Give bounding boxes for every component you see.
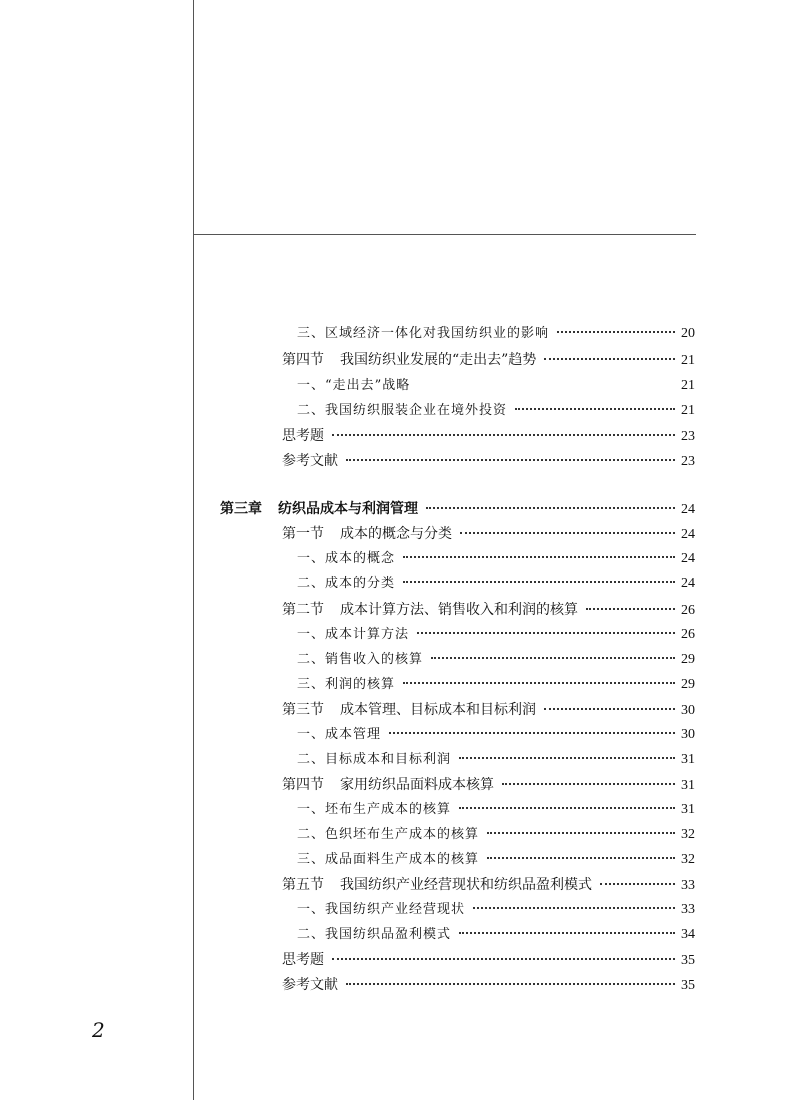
dot-leader [332,434,675,436]
toc-entry-label: 三、区域经济一体化对我国纺织业的影响 [297,326,550,341]
toc-entry-label: 二、销售收入的核算 [297,652,424,667]
toc-entry-page: 34 [681,927,695,942]
toc-entry-page: 24 [681,527,695,542]
toc-entry [282,774,695,796]
dot-leader [515,408,675,410]
toc-entry-page: 35 [681,953,695,968]
toc-entry-label: 思考题 [282,952,324,968]
toc-entry [297,649,695,671]
toc-entry-label: 二、成本的分类 [297,576,396,591]
toc-entry-label: 我国纺织产业经营现状和纺织品盈利模式 [340,877,592,893]
toc-entry-prefix: 第三章 [220,501,262,517]
toc-entry-page: 31 [681,752,695,767]
toc-entry [282,699,695,721]
toc-entry-page: 30 [681,727,695,742]
dot-leader [389,732,675,734]
toc-entry-page: 21 [681,403,695,418]
dot-leader [346,983,675,985]
toc-entry [297,924,695,946]
toc-entry-page: 21 [681,378,695,393]
dot-leader [586,608,675,610]
toc-entry-page: 24 [681,576,695,591]
leader-space [418,383,675,385]
toc-entry-page: 31 [681,802,695,817]
toc-entry-label: 思考题 [282,428,324,444]
toc-entry-label: 一、成本管理 [297,727,382,742]
toc-entry [297,799,695,821]
toc-entry-label: 一、成本计算方法 [297,627,410,642]
dot-leader [403,556,675,558]
dot-leader [487,857,675,859]
toc-entry [282,425,695,447]
dot-leader [426,507,675,509]
toc-entry [297,323,695,345]
dot-leader [600,883,675,885]
toc-entry-label: 成本计算方法、销售收入和利润的核算 [340,602,578,618]
dot-leader [431,657,675,659]
toc-entry-page: 32 [681,852,695,867]
toc-entry [297,548,695,570]
toc-entry-label: 二、目标成本和目标利润 [297,752,452,767]
dot-leader [403,581,675,583]
toc-entry-label: 三、成品面料生产成本的核算 [297,852,480,867]
toc-entry [297,749,695,771]
toc-entry-prefix: 第三节 [282,702,324,718]
page-number: 2 [92,1018,105,1042]
toc-entry-label: 成本管理、目标成本和目标利润 [340,702,536,718]
toc-entry-prefix: 第五节 [282,877,324,893]
dot-leader [417,632,675,634]
dot-leader [403,682,675,684]
dot-leader [459,932,675,934]
toc-entry-label: 参考文献 [282,453,338,469]
toc-entry-label: 纺织品成本与利润管理 [278,501,418,517]
dot-leader [502,783,675,785]
toc-entry [282,523,695,545]
toc-entry-page: 21 [681,353,695,368]
toc-entry [297,400,695,422]
toc-entry [297,824,695,846]
toc-entry-label: 二、色织坯布生产成本的核算 [297,827,480,842]
toc-entry-page: 31 [681,778,695,793]
toc-entry [297,724,695,746]
toc-entry-label: 参考文献 [282,977,338,993]
dot-leader [473,907,675,909]
dot-leader [487,832,675,834]
toc-entry-prefix: 第四节 [282,352,324,368]
dot-leader [459,757,675,759]
dot-leader [459,807,675,809]
toc-entry-page: 29 [681,677,695,692]
toc-entry [282,974,695,996]
toc-entry-label: 二、我国纺织服装企业在境外投资 [297,403,508,418]
toc-entry [297,899,695,921]
toc-entry-page: 23 [681,454,695,469]
toc-entry [282,349,695,371]
toc-entry-page: 26 [681,627,695,642]
toc-entry-page: 29 [681,652,695,667]
toc-entry-page: 24 [681,551,695,566]
dot-leader [460,532,675,534]
toc-entry-label: 三、利润的核算 [297,677,396,692]
toc-entry [282,599,695,621]
toc-entry [297,624,695,646]
toc-entry-label: 一、我国纺织产业经营现状 [297,902,466,917]
toc-entry [297,375,695,397]
toc-entry [282,450,695,472]
toc-entry [297,849,695,871]
dot-leader [346,459,675,461]
toc-entry-page: 33 [681,878,695,893]
toc-entry-page: 32 [681,827,695,842]
toc-entry-prefix: 第一节 [282,526,324,542]
toc-entry-page: 35 [681,978,695,993]
dot-leader [544,358,675,360]
toc-entry-page: 20 [681,326,695,341]
toc-entry-label: 一、“走出去”战略 [297,378,411,393]
toc-entry-label: 二、我国纺织品盈利模式 [297,927,452,942]
toc-entry [297,573,695,595]
dot-leader [557,331,675,333]
toc-entry-page: 30 [681,703,695,718]
toc-entry-label: 一、成本的概念 [297,551,396,566]
toc-entry-page: 26 [681,603,695,618]
toc-entry-page: 23 [681,429,695,444]
toc-entry-prefix: 第二节 [282,602,324,618]
dot-leader [332,958,675,960]
toc-entry-page: 24 [681,502,695,517]
toc-entry [282,874,695,896]
toc-entry [297,674,695,696]
toc-entry-label: 成本的概念与分类 [340,526,452,542]
toc-entry-label: 一、坯布生产成本的核算 [297,802,452,817]
dot-leader [544,708,675,710]
toc-entry-page: 33 [681,902,695,917]
toc-entry [282,949,695,971]
toc-entry-label: 我国纺织业发展的“走出去”趋势 [340,352,537,368]
toc-entry [220,498,695,520]
toc-entry-label: 家用纺织品面料成本核算 [340,777,494,793]
toc-entry-prefix: 第四节 [282,777,324,793]
